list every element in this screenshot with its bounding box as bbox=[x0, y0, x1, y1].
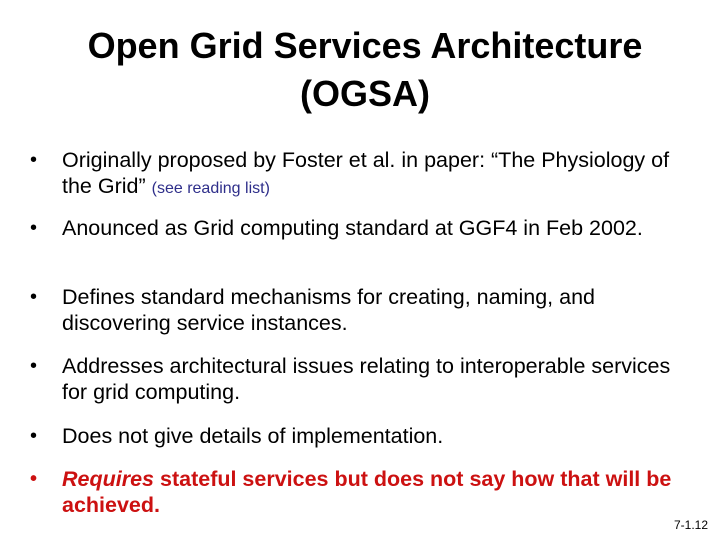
bullet-text: Defines standard mechanisms for creating, naming, and discovering service instances. bbox=[62, 285, 595, 335]
bullet-body: stateful services but does not say how that will be achieved. bbox=[62, 467, 672, 517]
bullet-item bbox=[30, 147, 690, 202]
bullet-icon: • bbox=[30, 286, 38, 308]
bullet-item bbox=[30, 215, 690, 241]
bullet-text bbox=[62, 466, 690, 518]
bullet-item bbox=[30, 284, 690, 336]
bullet-lead-word: Requires bbox=[62, 467, 155, 491]
bullet-icon: • bbox=[30, 355, 38, 377]
bullet-text bbox=[62, 147, 690, 202]
bullet-item bbox=[30, 353, 690, 405]
bullet-body: Originally proposed by Foster et al. in paper: “The Physiology of the Grid” bbox=[62, 148, 670, 198]
bullet-text: Addresses architectural issues relating to interoperable services for grid computing. bbox=[62, 354, 671, 404]
reading-list-note: (see reading list) bbox=[151, 180, 270, 197]
bullet-item bbox=[30, 423, 690, 449]
bullet-icon: • bbox=[30, 149, 38, 171]
bullet-icon: • bbox=[30, 425, 38, 447]
bullet-icon: • bbox=[30, 468, 38, 490]
slide-title-line-1: Open Grid Services Architecture bbox=[87, 25, 643, 66]
slide-number: 7-1.12 bbox=[673, 518, 708, 532]
bullet-text: Does not give details of implementation. bbox=[62, 424, 444, 448]
slide-title-line-2: (OGSA) bbox=[300, 73, 430, 114]
bullet-item-emphasis bbox=[30, 466, 690, 518]
bullet-text: Anounced as Grid computing standard at GGF4 in Feb 2002. bbox=[62, 216, 643, 240]
bullet-icon: • bbox=[30, 217, 38, 239]
slide-title bbox=[0, 22, 720, 118]
